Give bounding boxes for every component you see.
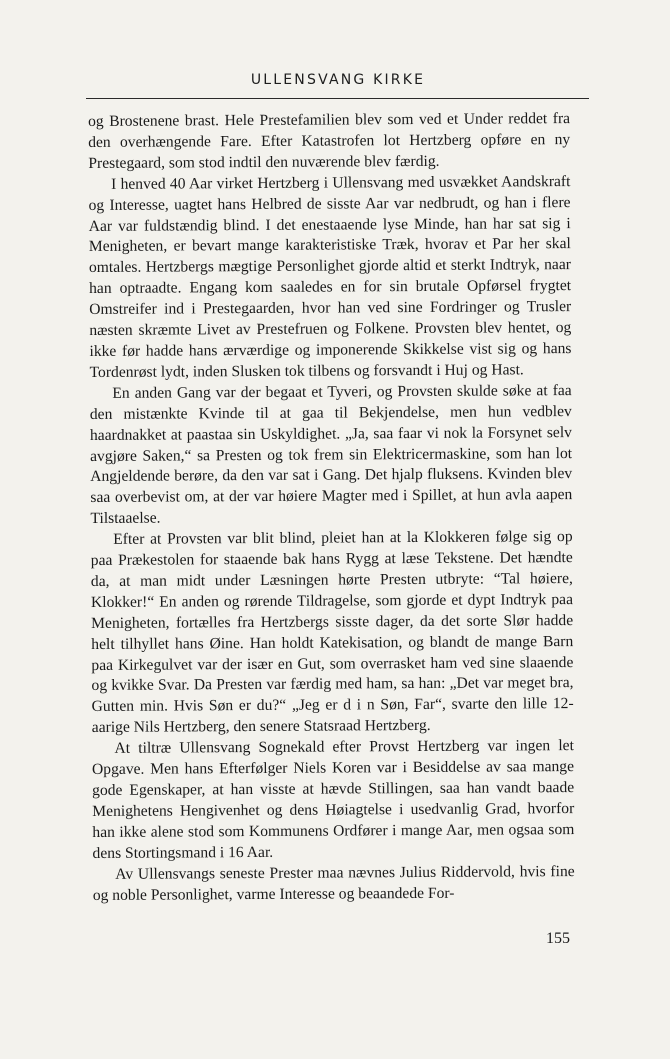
paragraph: og Brostenene brast. Hele Prestefamilien blev som ved et Under reddet fra den overhængende Fare. Efter Katastrofen lot Hertzberg opføre en ny Prestegaard, som stod indtil den nuværende blev færdig. (88, 110, 571, 172)
paragraph: Av Ullensvangs seneste Prester maa nævnes Julius Riddervold, hvis fine og noble Personlighet, varme Interesse og beaandede For- (92, 862, 575, 904)
paragraph: Efter at Provsten var blit blind, pleiet han at la Klokkeren følge sig op paa Prækestolen for staaende bak hans Rygg at læse Tekstene. Det hændte da, at man midt under Læsningen hørte Presten utbryte: “Tal høiere, Klokker!“ En anden og rørende Tildragelse, som gjorde et dypt Indtryk paa Menigheten, fortælles fra Hertzbergs sisste dager, da det sorte Slør hadde helt tilhyllet hans Øine. Han holdt Katekisation, og blandt de mange Barn paa Kirkegulvet var der især en Gut, som overrasket ham ved sine slaaende og kvikke Svar. Da Presten var færdig med ham, sa han: „Det var meget bra, Gutten min. Hvis Søn er du?“ „Jeg er d i n Søn, Far“, svarte den lille 12-aarige Nils Hertzberg, den senere Statsraad Hertzberg. (90, 528, 574, 737)
page-number: 155 (546, 930, 570, 947)
paragraph: At tiltræ Ullensvang Sognekald efter Provst Hertzberg var ingen let Opgave. Men hans Efterfølger Niels Koren var i Besiddelse av saa mange gode Egenskaper, at han visste at hævde Stillingen, saa han vandt baade Menighetens Hengivenhet og dens Høiagtelse i usedvanlig Grad, hvorfor han ikke alene stod som Kommunens Ordfører i mange Aar, men ogsaa som dens Stortingsmand i 16 Aar. (91, 737, 575, 862)
paragraph: En anden Gang var der begaat et Tyveri, og Provsten skulde søke at faa den mistænkte Kvinde til at gaa til Bekjendelse, men hun vedblev haardnakket at paastaa sin Uskyldighet. „Ja, saa faar vi nok la Forsynet selv avgjøre Saken,“ sa Presten og tok frem sin Elektricermaskine, som han lot Angjeldende berøre, da den var sat i Gang. Det hjalp fluksens. Kvinden blev saa overbevist om, at der var høiere Magter med i Spillet, at hun avla aapen Tilstaaelse. (89, 381, 573, 528)
running-head: ULLENSVANG KIRKE (250, 72, 426, 88)
header-rule (86, 98, 589, 99)
paragraph: I henved 40 Aar virket Hertzberg i Ullensvang med usvækket Aandskraft og Interesse, uagtet hans Helbred de sisste Aar var nedbrudt, og han i flere Aar var fuldstændig blind. I det enestaaende lyse Minde, han har sat sig i Menigheten, er bevart mange karakteristiske Træk, hvorav et Par her skal omtales. Hertzbergs mægtige Personlighet gjorde altid et sterkt Indtryk, naar han optraadte. Engang kom saaledes en for sin brutale Opførsel frygtet Omstreifer ind i Prestegaarden, hvor han ved sine Fordringer og Trusler næsten skræmte Livet av Prestefruen og Folkene. Provsten blev hentet, og ikke før hadde hans ærværdige og imponerende Skikkelse vist sig og hans Tordenrøst lydt, inden Slusken tok tilbens og forsvandt i Huj og Hast. (88, 172, 572, 381)
body-text (88, 109, 575, 906)
